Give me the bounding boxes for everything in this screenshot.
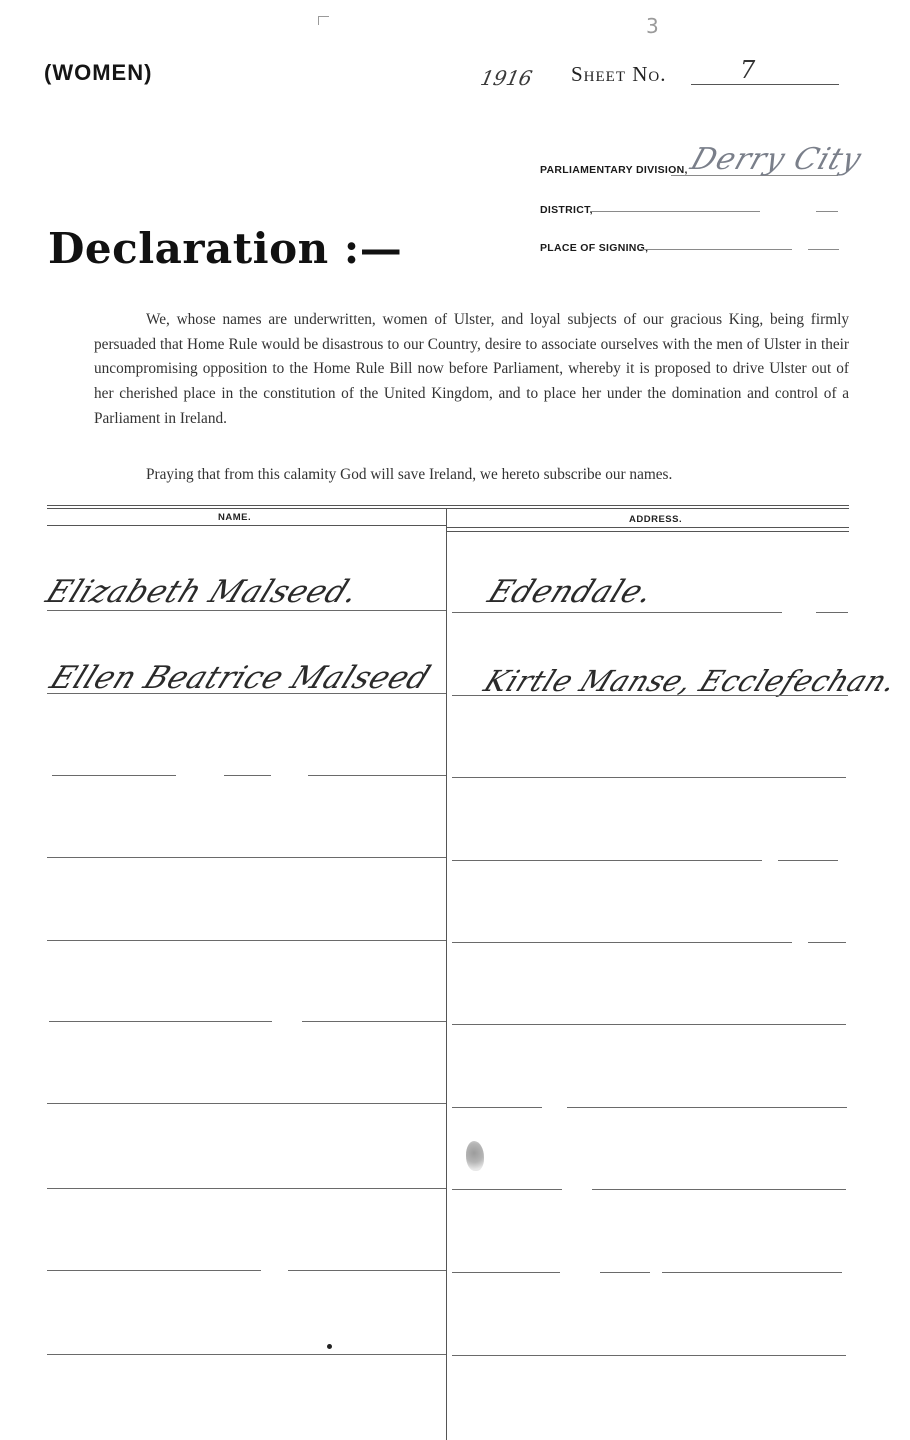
table-row-address: Edendale. bbox=[482, 574, 660, 610]
entry-line bbox=[47, 857, 446, 858]
entry-line bbox=[452, 1189, 562, 1190]
district-label: DISTRICT, bbox=[540, 204, 593, 216]
place-of-signing-label: PLACE OF SIGNING, bbox=[540, 242, 649, 254]
column-header-name: NAME. bbox=[218, 512, 252, 523]
sheet-number-line bbox=[691, 84, 839, 85]
year-handwritten: 1916 bbox=[478, 66, 535, 90]
entry-line bbox=[49, 1021, 272, 1022]
entry-line bbox=[452, 860, 762, 861]
parliamentary-division-value: Derry City bbox=[686, 142, 867, 177]
entry-line bbox=[452, 942, 792, 943]
entry-line bbox=[52, 775, 176, 776]
entry-line bbox=[662, 1272, 842, 1273]
column-header-address: ADDRESS. bbox=[629, 514, 683, 525]
entry-line bbox=[808, 942, 846, 943]
entry-line bbox=[47, 1188, 446, 1189]
entry-line bbox=[778, 860, 838, 861]
header-rule-top-2 bbox=[47, 508, 849, 509]
entry-line bbox=[452, 612, 782, 613]
entry-line bbox=[302, 1021, 446, 1022]
declaration-heading: Declaration :— bbox=[48, 224, 403, 273]
district-line-end bbox=[816, 211, 838, 212]
district-line bbox=[590, 211, 760, 212]
table-row-address: Kirtle Manse, Ecclefechan. bbox=[479, 664, 903, 698]
parliamentary-division-label: PARLIAMENTARY DIVISION, bbox=[540, 164, 688, 176]
entry-line bbox=[47, 693, 446, 694]
declaration-body: We, whose names are underwritten, women of Ulster, and loyal subjects of our gracious King, being firmly persuaded that Home Rule would be disastrous to our Country, desire to associate ourselves with the men of Ulster in their uncompromising opposition to the Home Rule Bill now before Parliament, whereby it is proposed to drive Ulster out of her cherished place in the constitution of the United Kingdom, and to place her under the domination and control of a Parliament in Ireland. bbox=[94, 311, 849, 427]
entry-line bbox=[47, 940, 446, 941]
place-of-signing-line-end bbox=[808, 249, 839, 250]
ink-smudge bbox=[466, 1141, 484, 1171]
entry-line bbox=[816, 612, 848, 613]
entry-line bbox=[47, 1103, 446, 1104]
entry-line bbox=[308, 775, 446, 776]
entry-line bbox=[452, 1355, 846, 1356]
entry-line bbox=[592, 1189, 846, 1190]
entry-line bbox=[47, 610, 446, 611]
ink-dot bbox=[327, 1344, 332, 1349]
form-title: (WOMEN) bbox=[44, 60, 153, 85]
entry-line bbox=[567, 1107, 847, 1108]
sheet-number-value: 7 bbox=[740, 56, 756, 84]
entry-line bbox=[47, 1270, 261, 1271]
entry-line bbox=[452, 695, 848, 696]
header-rule-bottom-right bbox=[446, 527, 849, 528]
place-of-signing-line bbox=[640, 249, 792, 250]
column-divider bbox=[446, 508, 447, 1440]
corner-mark bbox=[318, 16, 329, 25]
entry-line bbox=[47, 1354, 446, 1355]
entry-line bbox=[452, 1272, 560, 1273]
table-row-name: Elizabeth Malseed. bbox=[40, 574, 365, 610]
header-rule-bottom-right-2 bbox=[446, 531, 849, 532]
entry-line bbox=[452, 1107, 542, 1108]
entry-line bbox=[452, 777, 846, 778]
header-rule-top bbox=[47, 505, 849, 506]
entry-line bbox=[452, 1024, 846, 1025]
entry-line bbox=[224, 775, 271, 776]
declaration-closing: Praying that from this calamity God will save Ireland, we hereto subscribe our names. bbox=[146, 466, 673, 483]
sheet-label: Sheet No. bbox=[571, 62, 667, 86]
table-row-name: Ellen Beatrice Malseed bbox=[44, 660, 436, 696]
page-number: 3 bbox=[646, 14, 659, 38]
entry-line bbox=[600, 1272, 650, 1273]
entry-line bbox=[288, 1270, 446, 1271]
header-rule-bottom-left bbox=[47, 525, 446, 526]
